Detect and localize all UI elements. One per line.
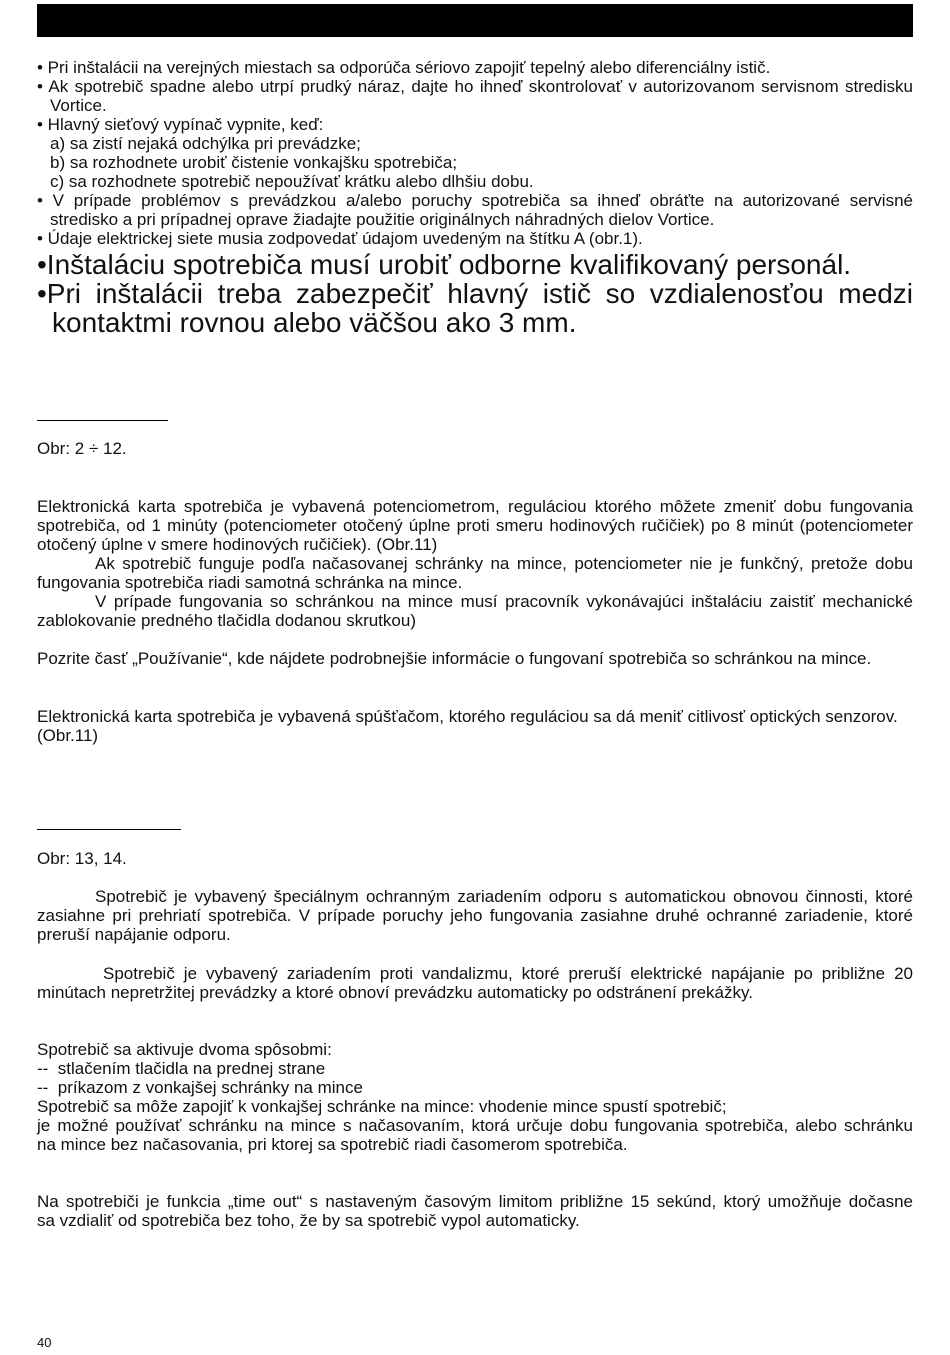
header-bar <box>37 4 913 37</box>
timeout-paragraph <box>37 1192 913 1230</box>
figure-reference-text: Obr: 2 ÷ 12. <box>37 438 127 458</box>
note-main-switch-a: a) sa zistí nejaká odchýlka pri prevádzke; <box>50 133 361 153</box>
text-line: otočený úplne v smere hodinových ručičiek). (Obr.11) <box>37 534 438 554</box>
section-rule <box>37 420 168 421</box>
thermal-paragraph <box>37 887 913 944</box>
figure-reference <box>37 439 913 458</box>
text-line: fungovania spotrebiča riadi samotná schránka na mince. <box>37 572 463 592</box>
text-line: Spotrebič je vybavený špeciálnym ochranným zariadením odporu s automatickou obnovou činnosti, ktoré <box>95 886 913 906</box>
note-mains-data: • Údaje elektrickej siete musia zodpovedať údajom uvedeným na štítku A (obr.1). <box>37 229 643 249</box>
note-impact: • Ak spotrebič spadne alebo utrpí prudký náraz, dajte ho ihneď skontrolovať v autorizovanom servisnom stredisku <box>37 76 913 96</box>
note-problems: • V prípade problémov s prevádzkou a/alebo poruchy spotrebiča sa ihneď obráťte na autorizované servisné <box>37 191 913 211</box>
list-item: -- príkazom z vonkajšej schránky na mince <box>37 1077 363 1097</box>
text-line: sa vzdialiť od spotrebiča bez toho, že by sa spotrebič vypol automaticky. <box>37 1210 580 1230</box>
note-main-switch: • Hlavný sieťový vypínač vypnite, keď: <box>37 114 324 134</box>
text-line: Elektronická karta spotrebiča je vybavená spúšťačom, ktorého reguláciou sa dá meniť citlivosť optických senzorov. <box>37 706 898 726</box>
note-impact-cont: Vortice. <box>50 95 107 115</box>
text-line: spotrebiča, od 1 minúty (potenciometer otočený úplne proti smeru hodinových ručičiek) po 8 minút (potenciometer <box>37 515 913 535</box>
warning-qualified-staff: •Inštaláciu spotrebiča musí urobiť odborne kvalifikovaný personál. <box>37 248 852 280</box>
text-line: Spotrebič sa môže zapojiť k vonkajšej schránke na mince: vhodenie mince spustí spotrebič; <box>37 1096 727 1116</box>
text-line: Elektronická karta spotrebiča je vybavená potenciometrom, reguláciou ktorého môžete zmeniť dobu fungovania <box>37 496 913 516</box>
note-problems-cont: stredisko a pri prípadnej oprave žiadajte použitie originálnych náhradných dielov Vortice. <box>50 210 715 230</box>
text-line: preruší napájanie odporu. <box>37 924 231 944</box>
section-rule <box>37 829 181 830</box>
text-line: Spotrebič je vybavený zariadením proti vandalizmu, ktoré preruší elektrické napájanie po približne 20 <box>103 963 913 983</box>
text-line: V prípade fungovania so schránkou na mince musí pracovník vykonávajúci inštaláciu zaistiť mechanické <box>95 591 913 611</box>
vandal-paragraph <box>37 964 913 1002</box>
usage-reference <box>37 649 913 668</box>
timer-paragraph <box>37 497 913 631</box>
note-main-switch-c: c) sa rozhodnete spotrebič nepoužívať krátku alebo dlhšiu dobu. <box>50 172 534 192</box>
note-main-switch-b: b) sa rozhodnete urobiť čistenie vonkajšku spotrebiča; <box>50 152 458 172</box>
installation-warning <box>37 250 913 337</box>
text-line: Spotrebič sa aktivuje dvoma spôsobmi: <box>37 1039 332 1059</box>
text-line: (Obr.11) <box>37 725 99 745</box>
warning-main-switch-cont: kontaktmi rovnou alebo väčšou ako 3 mm. <box>52 306 577 338</box>
list-item: -- stlačením tlačidla na prednej strane <box>37 1058 326 1078</box>
usage-reference-text: Pozrite časť „Používanie“, kde nájdete podrobnejšie informácie o fungovaní spotrebiča so schránkou na mince. <box>37 648 872 668</box>
figure-reference-text: Obr: 13, 14. <box>37 848 127 868</box>
text-line: Ak spotrebič funguje podľa načasovanej schránky na mince, potenciometer nie je funkčný, pretože dobu <box>95 553 913 573</box>
text-line: na mince bez načasovania, pri ktorej sa spotrebič riadi časomerom spotrebiča. <box>37 1134 628 1154</box>
note-public-installation: • Pri inštalácii na verejných miestach sa odporúča sériovo zapojiť tepelný alebo diferenciálny istič. <box>37 57 771 77</box>
text-line: minútach nepretržitej prevádzky a ktoré obnoví prevádzku automaticky po odstránení prekážky. <box>37 982 753 1002</box>
text-line: zasiahne pri prehriatí spotrebiča. V prípade poruchy jeho fungovania zasiahne druhé ochranné zariadenie, ktoré <box>37 905 913 925</box>
page-number: 40 <box>37 1335 52 1350</box>
text-line: je možné používať schránku na mince s načasovaním, ktorá určuje dobu fungovania spotrebiča, alebo schránku <box>37 1115 913 1135</box>
figure-reference <box>37 849 913 868</box>
activation-paragraph <box>37 1040 913 1155</box>
sensor-paragraph <box>37 707 913 745</box>
text-line: Na spotrebiči je funkcia „time out“ s nastaveným časovým limitom približne 15 sekúnd, ktorý umožňuje dočasne <box>37 1191 913 1211</box>
text-line: zablokovanie predného tlačidla dodanou skrutkou) <box>37 611 416 631</box>
warning-main-switch: •Pri inštalácii treba zabezpečiť hlavný istič so vzdialenosťou medzi <box>37 277 913 309</box>
safety-notes <box>37 58 913 249</box>
